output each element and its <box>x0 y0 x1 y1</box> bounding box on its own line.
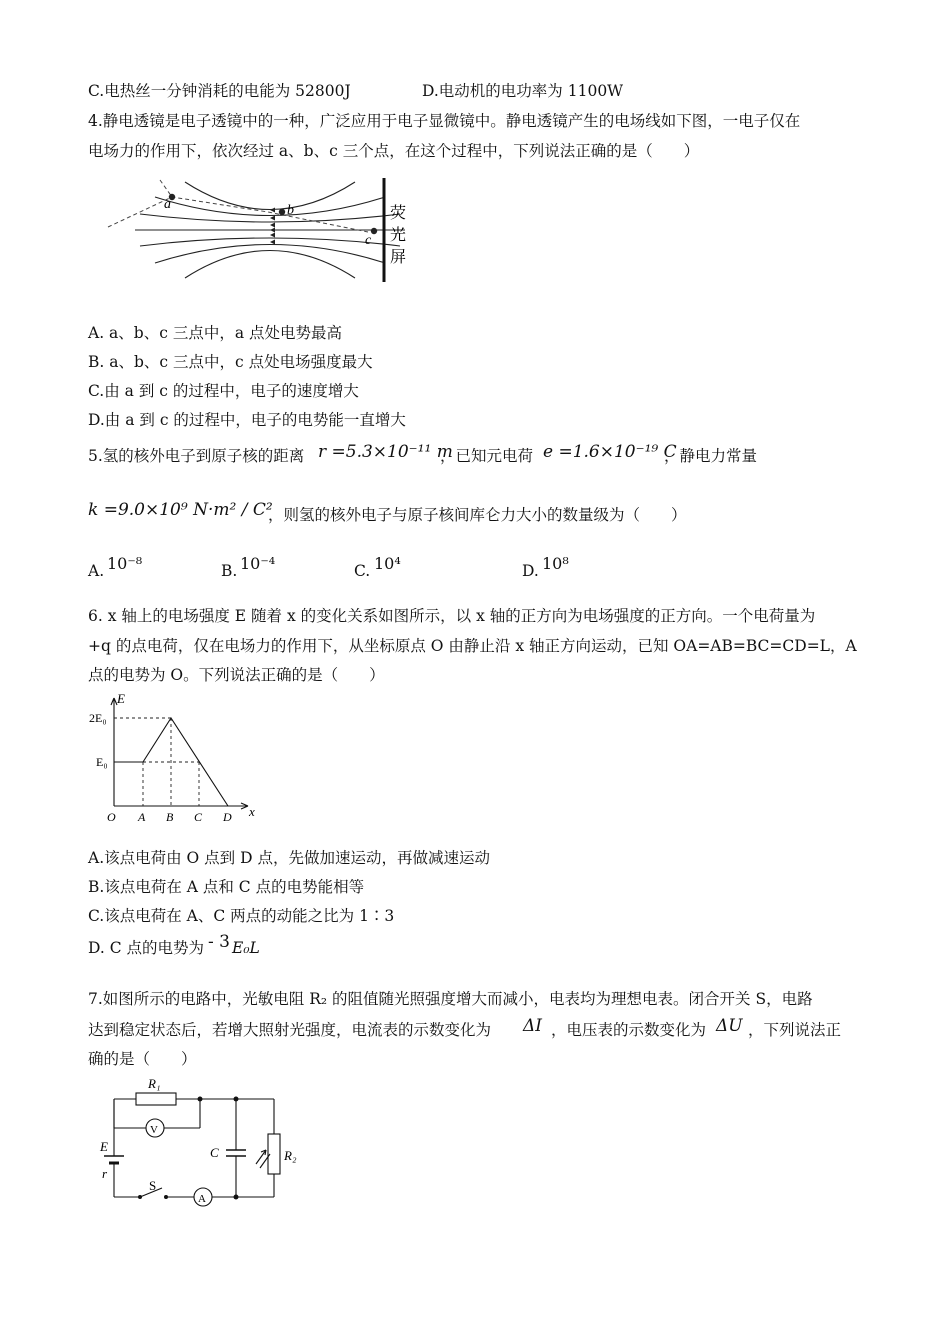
label-v: V <box>150 1124 158 1136</box>
q5-stem-line2: ，则氢的核外电子与原子核间库仑力大小的数量级为（ ） <box>268 506 687 524</box>
label-a: A <box>198 1193 206 1205</box>
q5-option-c-label: C. <box>354 562 371 580</box>
q6-option-d-formula: - 3 <box>208 932 230 952</box>
x-tick-b: B <box>166 810 174 824</box>
q7-stem-line2-mid: ，电压表的示数变化为 <box>551 1021 707 1039</box>
electrostatic-lens-figure <box>100 172 420 287</box>
q7-delta-i: ΔI <box>523 1016 542 1036</box>
q4-stem-line2: 电场力的作用下，依次经过 a、b、c 三个点，在这个过程中，下列说法正确的是（ ） <box>88 142 700 160</box>
q3-option-d: D.电动机的电功率为 1100W <box>422 82 624 100</box>
label-a: a <box>164 197 171 212</box>
q3-option-c: C.电热丝一分钟消耗的电能为 52800J <box>88 82 351 100</box>
q6-option-d-post: E₀L <box>232 939 260 957</box>
q5-stem-line1-mid: ，已知元电荷 <box>440 447 534 465</box>
q6-stem-line1: 6. x 轴上的电场强度 E 随着 x 的变化关系如图所示，以 x 轴的正方向为电场强度的正方向。一个电荷量为 <box>88 607 816 625</box>
point-b <box>279 209 285 215</box>
screen-label-2: 光 <box>390 227 407 244</box>
y-axis-label: E <box>117 691 125 706</box>
x-axis-label: x <box>249 804 255 819</box>
q5-k-formula: k =9.0×10⁹ N·m² / C² <box>88 500 273 520</box>
y-tick-e0: E₀ <box>96 755 108 769</box>
x-tick-d: D <box>223 810 232 824</box>
q5-option-a-label: A. <box>88 562 105 580</box>
q4-option-b: B. a、b、c 三点中，c 点处电场强度最大 <box>88 353 373 371</box>
q5-stem-line1-post: ，静电力常量 <box>664 447 758 465</box>
label-r2: R₂ <box>284 1148 297 1163</box>
q7-stem-line3: 确的是（ ） <box>88 1050 197 1068</box>
q4-option-a: A. a、b、c 三点中，a 点处电势最高 <box>88 324 342 342</box>
point-c <box>371 228 377 234</box>
circuit-diagram <box>96 1072 311 1217</box>
q6-stem-line2: +q 的点电荷，仅在电场力的作用下，从坐标原点 O 由静止沿 x 轴正方向运动，已知 OA=AB=BC=CD=L，A <box>88 637 857 655</box>
q7-stem-line2-pre: 达到稳定状态后，若增大照射光强度，电流表的示数变化为 <box>88 1021 492 1039</box>
q5-stem-line1-pre: 5.氢的核外电子到原子核的距离 <box>88 447 305 465</box>
q6-option-d-pre: D. C 点的电势为 <box>88 939 205 957</box>
x-tick-o: O <box>107 810 116 824</box>
q4-option-d: D.由 a 到 c 的过程中，电子的电势能一直增大 <box>88 411 406 429</box>
q4-stem-line1: 4.静电透镜是电子透镜中的一种，广泛应用于电子显微镜中。静电透镜产生的电场线如下图，一电子仅在 <box>88 112 801 130</box>
q5-option-d-value: 10⁸ <box>542 554 569 573</box>
resistor-r1 <box>136 1093 176 1105</box>
e-x-graph <box>86 690 266 825</box>
q7-stem-line2-post: ，下列说法正 <box>748 1021 842 1039</box>
q5-e-formula: e =1.6×10⁻¹⁹ C <box>543 442 677 462</box>
q5-option-a-value: 10⁻⁸ <box>107 554 143 573</box>
q5-option-b-value: 10⁻⁴ <box>240 554 276 573</box>
label-c: C <box>210 1145 219 1160</box>
q6-option-c: C.该点电荷在 A、C 两点的动能之比为 1∶3 <box>88 907 395 925</box>
screen-label-1: 荧 <box>390 205 407 222</box>
q7-stem-line1: 7.如图所示的电路中，光敏电阻 R₂ 的阻值随光照强度增大而减小，电表均为理想电表。闭合开关 S，电路 <box>88 990 813 1008</box>
q7-delta-u: ΔU <box>716 1016 743 1036</box>
y-tick-2e0: 2E₀ <box>89 711 107 725</box>
label-s: S <box>149 1178 157 1193</box>
q5-option-d-label: D. <box>522 562 539 580</box>
q5-option-c-value: 10⁴ <box>374 554 401 573</box>
label-c: c <box>365 233 372 248</box>
q5-r-formula: r =5.3×10⁻¹¹ m <box>318 442 453 462</box>
q6-option-b: B.该点电荷在 A 点和 C 点的电势能相等 <box>88 878 365 896</box>
label-b: b <box>287 203 294 218</box>
q5-option-b-label: B. <box>221 562 238 580</box>
x-tick-c: C <box>194 810 203 824</box>
label-r1: R₁ <box>148 1076 161 1091</box>
screen-label-3: 屏 <box>390 249 407 266</box>
q4-option-c: C.由 a 到 c 的过程中，电子的速度增大 <box>88 382 359 400</box>
label-r: r <box>102 1166 108 1181</box>
x-tick-a: A <box>138 810 146 824</box>
label-e: E <box>100 1139 108 1154</box>
q6-stem-line3: 点的电势为 O。下列说法正确的是（ ） <box>88 666 385 684</box>
q6-option-a: A.该点电荷由 O 点到 D 点，先做加速运动，再做减速运动 <box>88 849 490 867</box>
